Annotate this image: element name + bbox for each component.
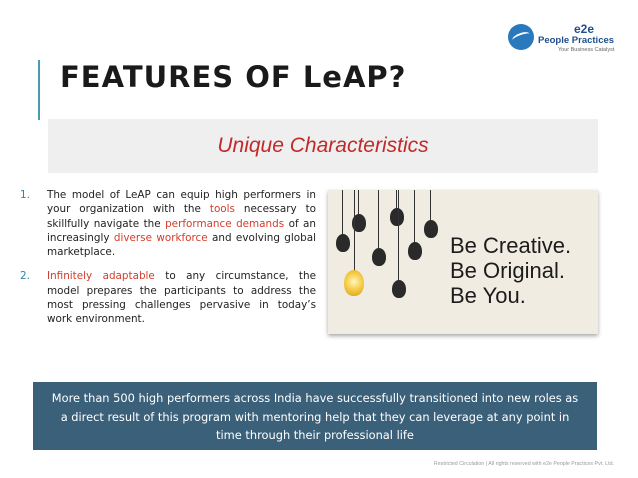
subtitle-banner — [48, 119, 598, 173]
title-accent-bar — [38, 60, 40, 120]
callout-box — [33, 382, 597, 450]
bulb-wire — [414, 190, 415, 244]
feature-list — [20, 188, 316, 337]
feature-text: The model of LeAP can equip high performers in your organization with the — [47, 189, 316, 216]
bulb-wire — [358, 190, 359, 216]
image-line-3: Be You. — [450, 283, 526, 308]
logo-company-name: People Practices — [538, 35, 615, 46]
feature-text: of an increasingly — [47, 217, 317, 244]
bulb-icon — [408, 242, 422, 260]
feature-text: to any circumstance, the model prepares the participants to address the most pressing challenges pervasive in today’s work environment. — [47, 270, 316, 326]
page-title: FEATURES OF LeAP? — [60, 60, 407, 94]
feature-text: necessary to skillfully navigate the — [47, 203, 316, 230]
be-creative-image — [328, 190, 598, 334]
bulb-wire — [430, 190, 431, 222]
bulb-wire — [398, 190, 399, 282]
bulb-icon — [392, 280, 406, 298]
feature-number: 2. — [20, 270, 30, 283]
logo-brand: e2e — [574, 22, 595, 36]
bulb-icon — [424, 220, 438, 238]
bulb-wire — [396, 190, 397, 210]
highlighted-text: performance demands — [165, 217, 285, 230]
image-line-2: Be Original. — [450, 258, 565, 283]
company-logo — [508, 22, 632, 66]
bulb-wire — [354, 190, 355, 272]
feature-text: and evolving global marketplace. — [47, 231, 316, 259]
e2e-logo-icon — [508, 24, 534, 50]
bulb-icon — [336, 234, 350, 252]
bulb-wire — [378, 190, 379, 250]
highlighted-text: Infinitely adaptable — [47, 270, 155, 283]
bulb-wire — [342, 190, 343, 236]
subtitle: Unique Characteristics — [217, 134, 429, 157]
logo-tagline: Your Business Catalyst — [558, 47, 615, 53]
highlighted-text: diverse workforce — [113, 231, 208, 244]
feature-item — [20, 188, 316, 259]
highlighted-text: tools — [209, 203, 235, 216]
callout-text: More than 500 high performers across India have successfully transitioned into new roles as a direct result of this program with mentoring help that they can leverage at any point in time through their professional life — [51, 391, 579, 442]
bulb-icon — [390, 208, 404, 226]
feature-number: 1. — [20, 189, 30, 201]
image-line-1: Be Creative. — [450, 233, 572, 258]
bulb-icon — [372, 248, 386, 266]
lit-bulb-icon — [344, 270, 364, 296]
footer-copyright: Restricted Circulation | All rights reserved with e2e People Practices Pvt. Ltd. — [433, 461, 614, 467]
feature-item — [20, 269, 316, 326]
